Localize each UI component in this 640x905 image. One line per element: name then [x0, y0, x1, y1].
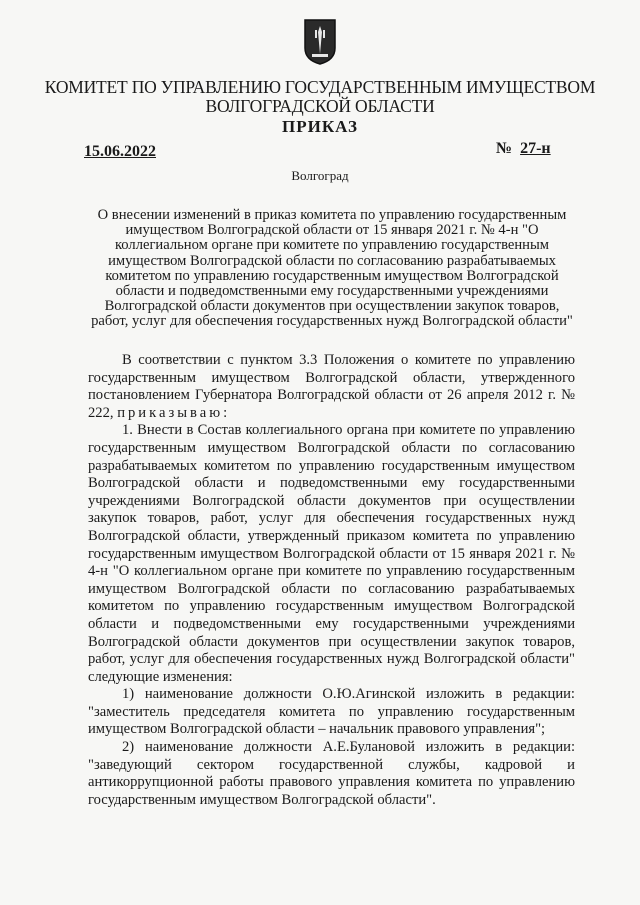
volgograd-emblem-icon	[303, 18, 337, 66]
subitem-1-paragraph: 1) наименование должности О.Ю.Агинской изложить в редакции: "заместитель председателя комитета по управлению государственным имуществом Волгоградской области – начальник правового управления";	[88, 686, 575, 738]
order-title: О внесении изменений в приказ комитета по управлению государственным имуществом Волгоградской области от 15 января 2021 г. № 4-н "О коллегиальном органе при комитете по управлению государственным имуществом Волгоградской области по согласованию разрабатываемых комитетом по управлению государственным имуществом Волгоградской области и подведомственными ему государственными учреждениями Волгоградской области документов при осуществлении закупок товаров, работ, услуг для обеспечения государственных нужд Волгоградской области"	[91, 207, 573, 330]
order-date: 15.06.2022	[84, 143, 156, 160]
number-value: 27-н	[520, 140, 551, 157]
order-body	[88, 352, 575, 809]
item-1-paragraph: 1. Внести в Состав коллегиального органа при комитете по управлению государственным имуществом Волгоградской области по согласованию разрабатываемых комитетом по управлению государственным имуществом Волгоградской области и подведомственными ему государственными учреждениями Волгоградской области документов при осуществлении закупок товаров, работ, услуг для обеспечения государственных нужд Волгоградской области, утвержденный приказом комитета по управлению государственным имуществом Волгоградской области от 15 января 2021 г. № 4-н "О коллегиальном органе при комитете по управлению государственным имуществом Волгоградской области по согласованию разрабатываемых комитетом по управлению государственным имуществом Волгоградской области и подведомственными ему государственными учреждениями Волгоградской области документов при осуществлении закупок товаров, работ, услуг для обеспечения государственных нужд Волгоградской области" следующие изменения:	[88, 422, 575, 685]
city-name: Волгоград	[291, 168, 349, 183]
preamble-text: В соответствии с пунктом 3.3 Положения о комитете по управлению государственным имуществом Волгоградской области, утвержденного постановлением Губернатора Волгоградской области от 26 апреля 2012 г. № 222,	[88, 352, 575, 421]
order-number	[496, 140, 551, 158]
order-word: приказываю:	[117, 404, 231, 421]
number-label: №	[496, 140, 513, 157]
organization-name: КОМИТЕТ ПО УПРАВЛЕНИЮ ГОСУДАРСТВЕННЫМ ИМУЩЕСТВОМ ВОЛГОГРАДСКОЙ ОБЛАСТИ	[44, 77, 596, 116]
document-type: ПРИКАЗ	[282, 117, 358, 136]
preamble-paragraph	[88, 352, 575, 422]
subitem-2-paragraph: 2) наименование должности А.Е.Булановой изложить в редакции: "заведующий сектором государственной службы, кадровой и антикоррупционной работы правового управления комитета по управлению государственным имуществом Волгоградской области".	[88, 739, 575, 808]
